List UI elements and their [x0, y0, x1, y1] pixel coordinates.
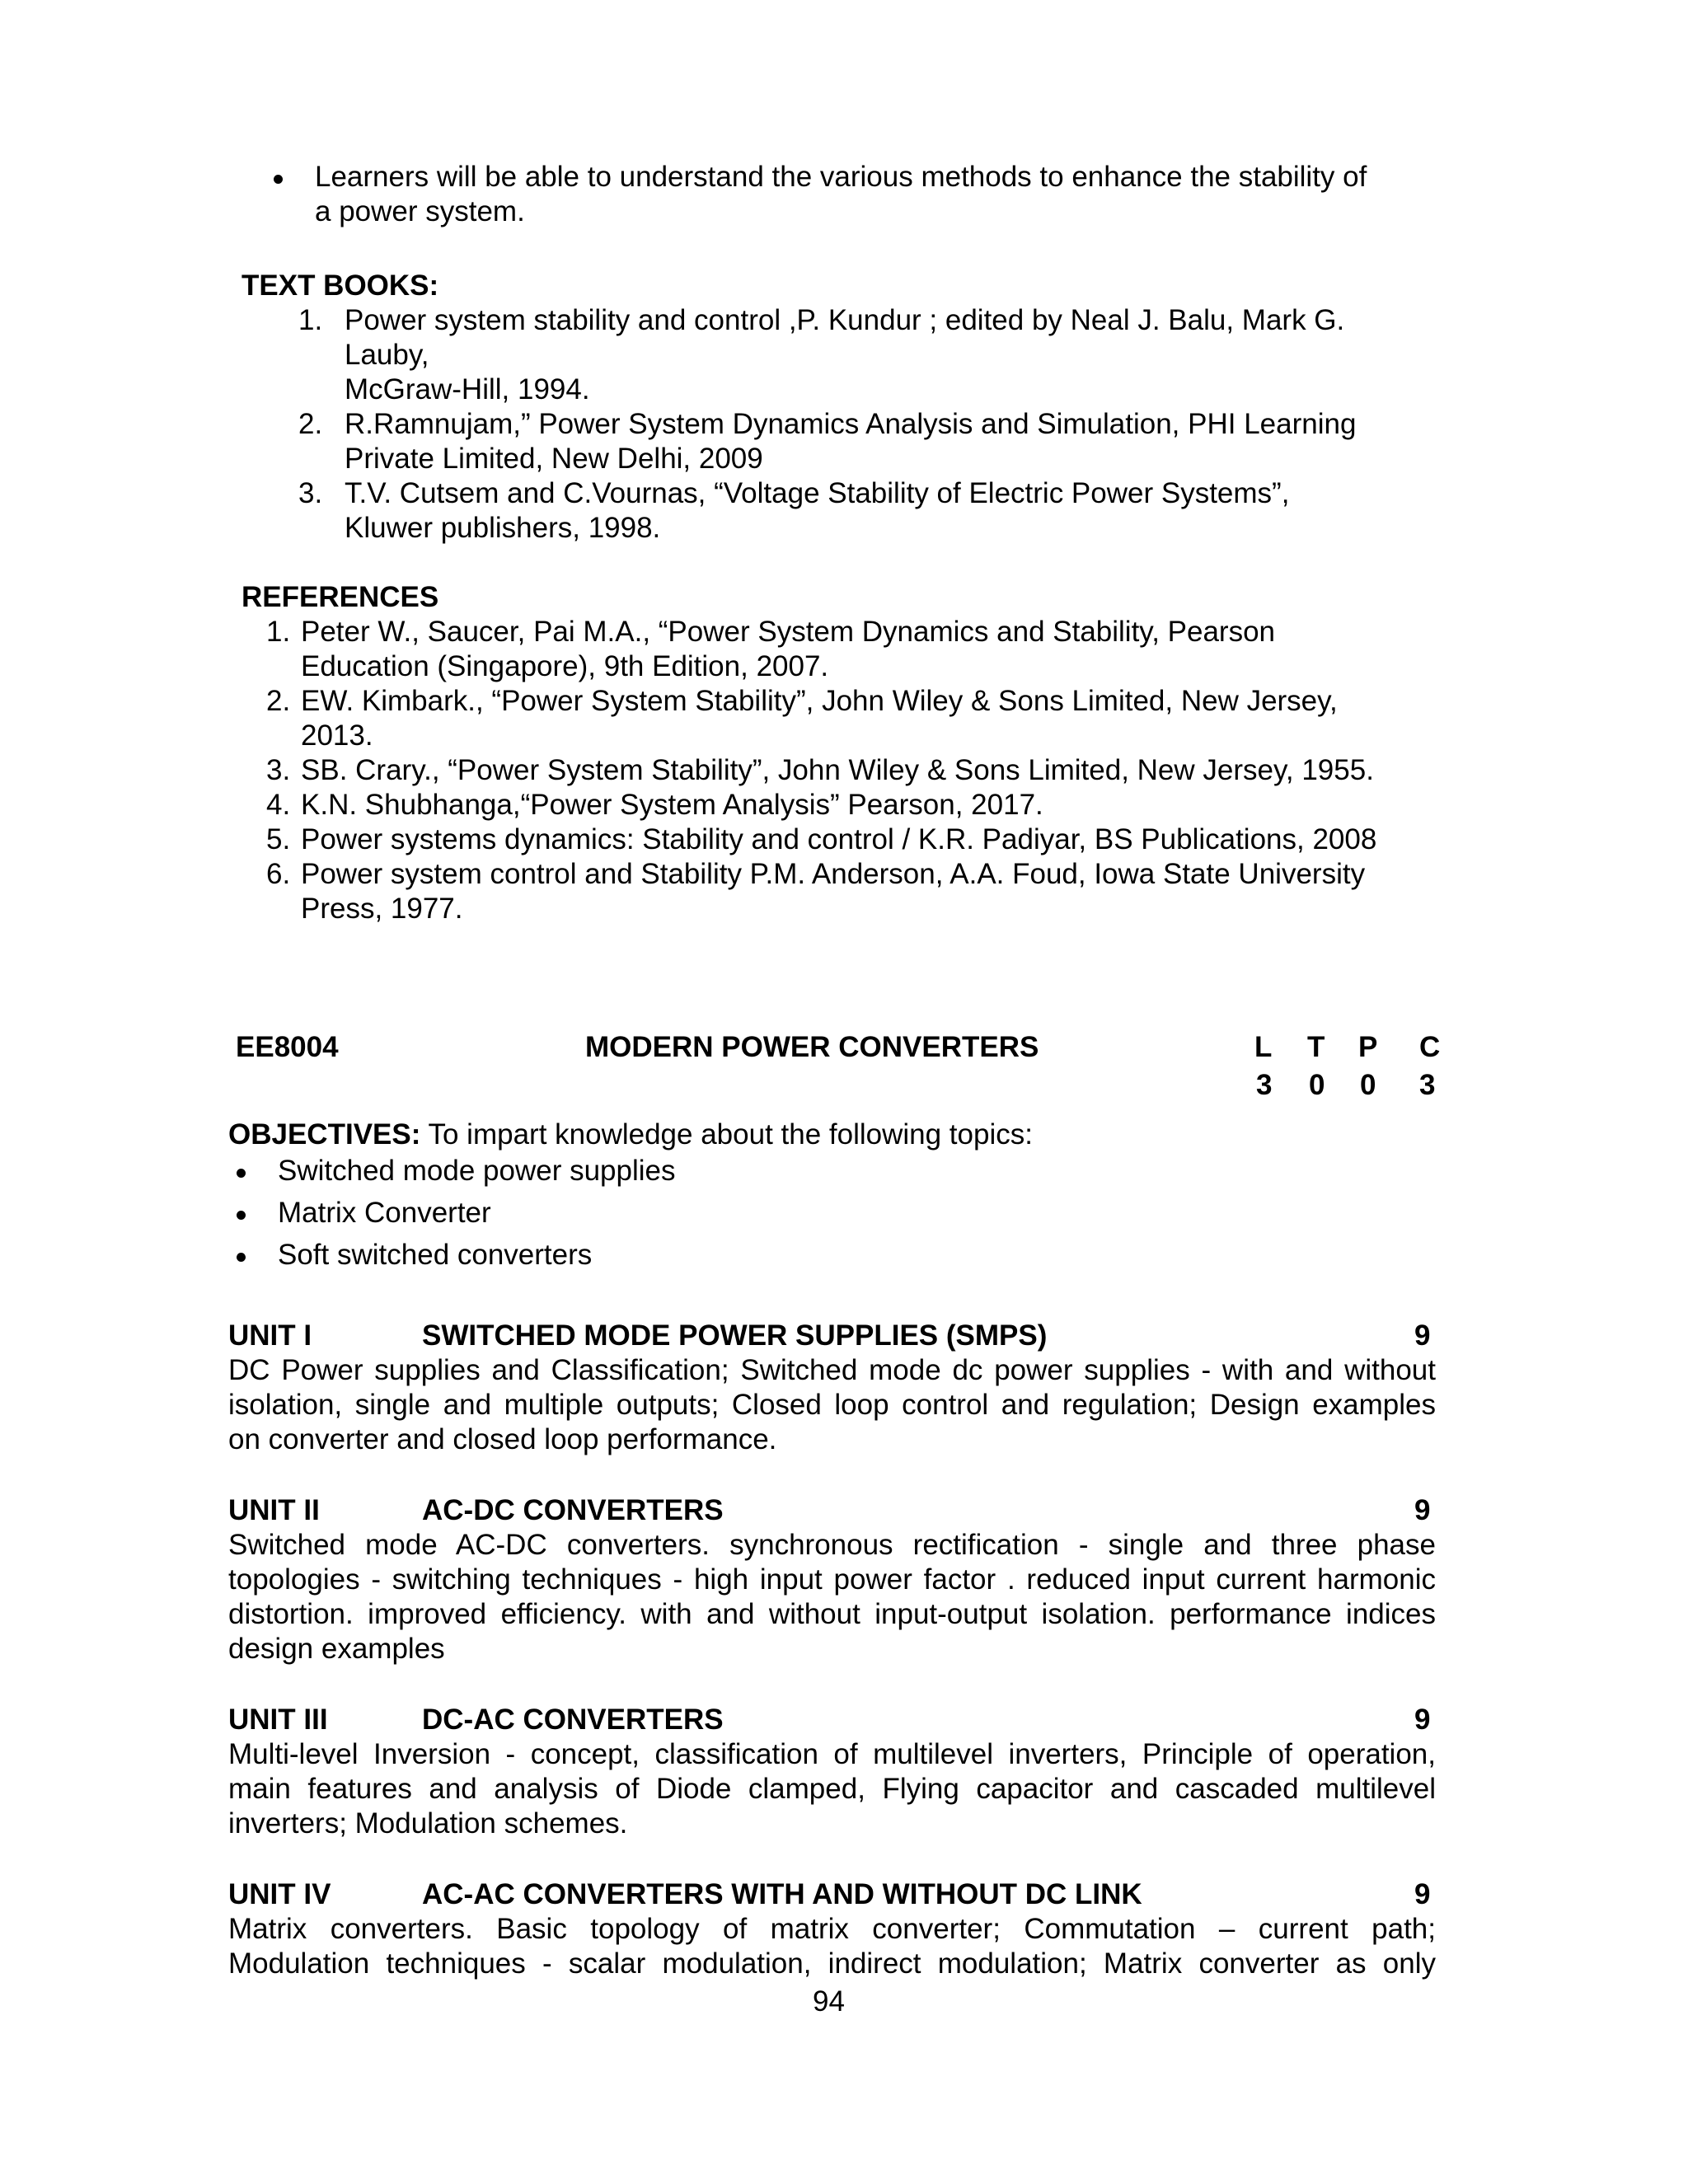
reference-number: 5. [266, 823, 291, 855]
reference-line: Power system control and Stability P.M. Anderson, A.A. Foud, Iowa State University [301, 858, 1366, 890]
unit-hours: 9 [1414, 1319, 1431, 1352]
textbook-line: Lauby, [345, 339, 429, 371]
objectives-label: OBJECTIVES: [228, 1118, 421, 1151]
bullet-icon [237, 1169, 246, 1178]
unit-text-line: Multi-level Inversion - concept, classification of multilevel inverters, Principle of operation, [228, 1738, 1436, 1770]
unit-text-line: inverters; Modulation schemes. [228, 1807, 628, 1840]
page-number: 94 [813, 1985, 845, 2018]
reference-number: 2. [266, 685, 291, 717]
unit-label: UNIT I [228, 1319, 312, 1352]
unit-text-line: DC Power supplies and Classification; Switched mode dc power supplies - with and without [228, 1354, 1436, 1386]
reference-line: Peter W., Saucer, Pai M.A., “Power System Dynamics and Stability, Pearson [301, 616, 1276, 648]
reference-number: 1. [266, 616, 291, 648]
unit-text-line: isolation, single and multiple outputs; Closed loop control and regulation; Design examples [228, 1389, 1436, 1421]
textbook-line: R.Ramnujam,” Power System Dynamics Analysis and Simulation, PHI Learning [345, 408, 1357, 440]
reference-number: 6. [266, 858, 291, 890]
unit-title: AC-DC CONVERTERS [422, 1494, 724, 1526]
course-code: EE8004 [236, 1031, 339, 1063]
unit-hours: 9 [1414, 1704, 1431, 1736]
reference-line: K.N. Shubhanga,“Power System Analysis” Pearson, 2017. [301, 789, 1043, 821]
objectives-intro: To impart knowledge about the following topics: [420, 1118, 1033, 1151]
unit-text-line: distortion. improved efficiency. with and without input-output isolation. performance indices [228, 1598, 1436, 1630]
textbook-line: Power system stability and control ,P. Kundur ; edited by Neal J. Balu, Mark G. [345, 304, 1345, 336]
textbook-line: Private Limited, New Delhi, 2009 [345, 443, 763, 475]
unit-text-line: Modulation techniques - scalar modulation, indirect modulation; Matrix converter as only [228, 1947, 1436, 1980]
objective-item: Matrix Converter [278, 1197, 491, 1229]
reference-number: 4. [266, 789, 291, 821]
unit-text-line: main features and analysis of Diode clamped, Flying capacitor and cascaded multilevel [228, 1773, 1436, 1805]
ltpc-value-c: 3 [1419, 1069, 1436, 1101]
bullet-icon [237, 1211, 246, 1220]
unit-title: DC-AC CONVERTERS [422, 1704, 724, 1736]
unit-label: UNIT III [228, 1704, 328, 1736]
references-heading: REFERENCES [241, 581, 439, 613]
textbook-number: 3. [298, 477, 323, 509]
unit-text-line: Matrix converters. Basic topology of matrix converter; Commutation – current path; [228, 1913, 1436, 1945]
ltpc-value-p: 0 [1360, 1069, 1376, 1101]
reference-line: Press, 1977. [301, 893, 463, 925]
reference-line: Power systems dynamics: Stability and control / K.R. Padiyar, BS Publications, 2008 [301, 823, 1377, 855]
ltpc-label-c: C [1419, 1031, 1441, 1063]
unit-hours: 9 [1414, 1494, 1431, 1526]
unit-label: UNIT II [228, 1494, 320, 1526]
objective-item: Soft switched converters [278, 1239, 593, 1271]
bullet-icon [274, 175, 283, 184]
bullet-icon [237, 1253, 246, 1262]
objectives-line [228, 1118, 1033, 1152]
unit-title: SWITCHED MODE POWER SUPPLIES (SMPS) [422, 1319, 1048, 1352]
ltpc-value-t: 0 [1309, 1069, 1325, 1101]
reference-line: 2013. [301, 719, 373, 752]
textbook-number: 1. [298, 304, 323, 336]
ltpc-label-t: T [1307, 1031, 1325, 1063]
outcome-line: a power system. [315, 195, 525, 227]
textbook-line: Kluwer publishers, 1998. [345, 512, 661, 544]
textbook-line: T.V. Cutsem and C.Vournas, “Voltage Stability of Electric Power Systems”, [345, 477, 1290, 509]
unit-hours: 9 [1414, 1878, 1431, 1910]
reference-line: SB. Crary., “Power System Stability”, John Wiley & Sons Limited, New Jersey, 1955. [301, 754, 1374, 786]
outcome-line: Learners will be able to understand the various methods to enhance the stability of [315, 161, 1367, 193]
ltpc-value-l: 3 [1256, 1069, 1273, 1101]
ltpc-label-p: P [1358, 1031, 1378, 1063]
unit-text-line: topologies - switching techniques - high input power factor . reduced input current harmonic [228, 1563, 1436, 1596]
unit-text-line: Switched mode AC-DC converters. synchronous rectification - single and three phase [228, 1529, 1436, 1561]
textbook-number: 2. [298, 408, 323, 440]
unit-text-line: on converter and closed loop performance. [228, 1423, 777, 1455]
objective-item: Switched mode power supplies [278, 1155, 676, 1187]
reference-line: EW. Kimbark., “Power System Stability”, John Wiley & Sons Limited, New Jersey, [301, 685, 1338, 717]
unit-text-line: design examples [228, 1633, 445, 1665]
reference-number: 3. [266, 754, 291, 786]
reference-line: Education (Singapore), 9th Edition, 2007. [301, 650, 829, 682]
textbooks-heading: TEXT BOOKS: [241, 269, 439, 302]
course-title: MODERN POWER CONVERTERS [585, 1031, 1039, 1063]
unit-title: AC-AC CONVERTERS WITH AND WITHOUT DC LINK [422, 1878, 1142, 1910]
textbook-line: McGraw-Hill, 1994. [345, 373, 590, 405]
ltpc-label-l: L [1254, 1031, 1273, 1063]
unit-label: UNIT IV [228, 1878, 331, 1910]
